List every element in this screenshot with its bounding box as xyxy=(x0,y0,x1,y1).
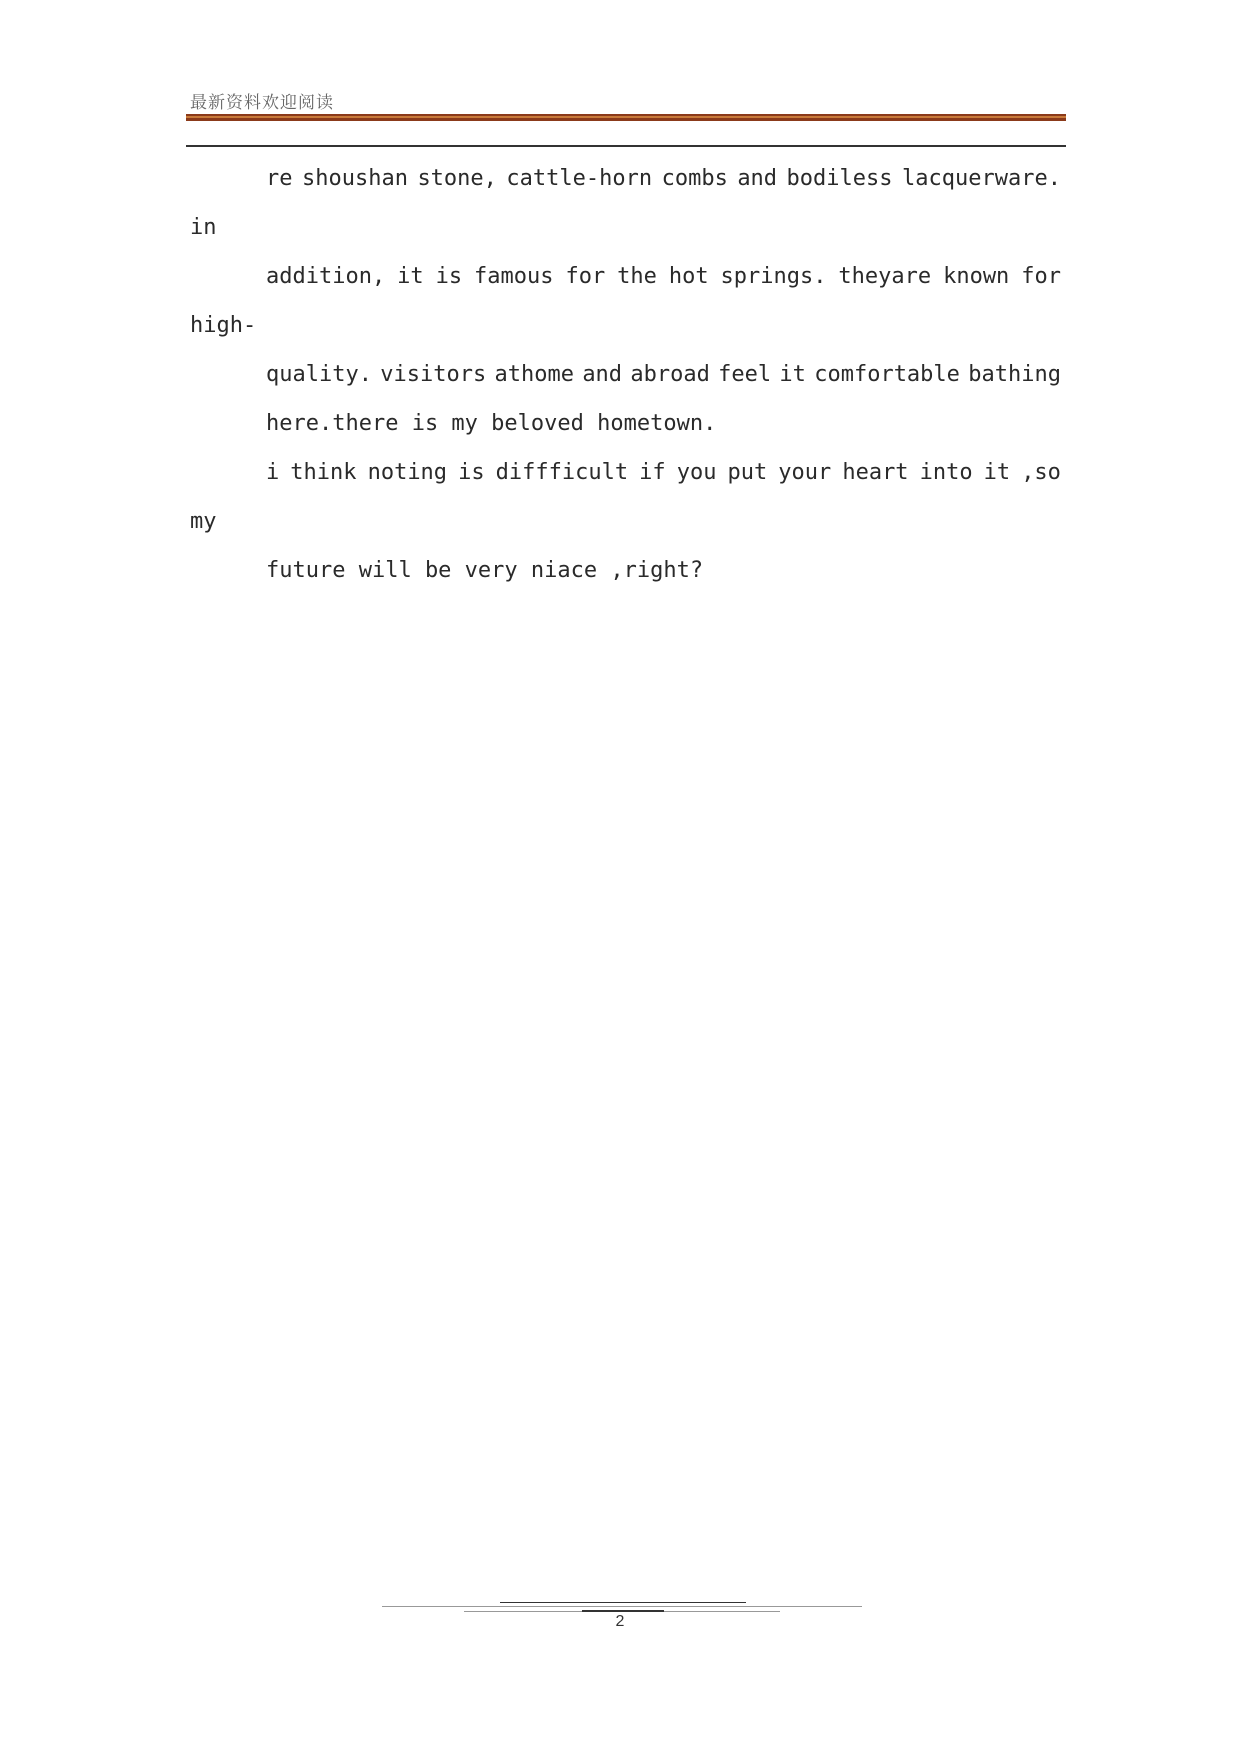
body-word: known xyxy=(943,264,1010,289)
body-line: in xyxy=(190,215,217,240)
body-word: your xyxy=(778,460,832,485)
body-word: is xyxy=(435,264,463,289)
body-word: think xyxy=(290,460,357,485)
body-word: noting xyxy=(367,460,448,485)
body-word: put xyxy=(727,460,768,485)
body-line: high- xyxy=(190,313,257,338)
body-word: lacquerware. xyxy=(902,166,1061,191)
body-word: famous xyxy=(474,264,554,289)
body-word: and xyxy=(582,362,623,387)
page-number: 2 xyxy=(615,1613,625,1630)
body-word: it xyxy=(779,362,806,387)
body-line: here.there is my beloved hometown. xyxy=(266,411,717,436)
body-word: visitors xyxy=(380,362,487,387)
footer-rule-top xyxy=(500,1602,746,1603)
body-word: springs. xyxy=(720,264,827,289)
body-word: stone, xyxy=(417,166,497,191)
body-word: theyare xyxy=(838,264,932,289)
body-word: is xyxy=(458,460,485,485)
body-word: into xyxy=(919,460,973,485)
body-line xyxy=(266,459,1061,487)
body-word: heart xyxy=(842,460,909,485)
body-word: and xyxy=(737,166,778,191)
body-word: cattle-horn xyxy=(506,166,653,191)
body-word: abroad xyxy=(630,362,710,387)
body-line xyxy=(266,165,1061,193)
body-line: future will be very niace ,right? xyxy=(266,558,704,583)
body-word: comfortable xyxy=(814,362,960,387)
body-word: for xyxy=(565,264,606,289)
body-word: quality. xyxy=(266,362,372,387)
body-word: diffficult xyxy=(495,460,629,485)
body-word: bodiless xyxy=(786,166,893,191)
header-rule-thick xyxy=(186,114,1066,121)
body-word: you xyxy=(676,460,717,485)
body-word: feel xyxy=(718,362,772,387)
body-word: i xyxy=(266,460,280,485)
body-word: if xyxy=(639,460,666,485)
body-word: ,so xyxy=(1021,460,1061,485)
header-rule-thin xyxy=(186,145,1066,147)
body-word: shoushan xyxy=(301,166,408,191)
body-word: addition, xyxy=(266,264,386,289)
body-word: re xyxy=(266,166,293,191)
body-word: combs xyxy=(661,166,728,191)
body-word: for xyxy=(1021,264,1061,289)
body-word: it xyxy=(397,264,424,289)
header-title: 最新资料欢迎阅读 xyxy=(190,93,334,113)
body-word: the xyxy=(617,264,657,289)
body-word: hot xyxy=(668,264,709,289)
body-word: athome xyxy=(494,362,575,387)
body-word: bathing xyxy=(968,362,1061,387)
body-line xyxy=(266,361,1061,389)
footer-rule-short xyxy=(582,1610,664,1612)
body-line: my xyxy=(190,509,217,534)
footer-rule-outer xyxy=(382,1606,862,1607)
body-word: it xyxy=(983,460,1011,485)
body-line xyxy=(266,263,1061,291)
